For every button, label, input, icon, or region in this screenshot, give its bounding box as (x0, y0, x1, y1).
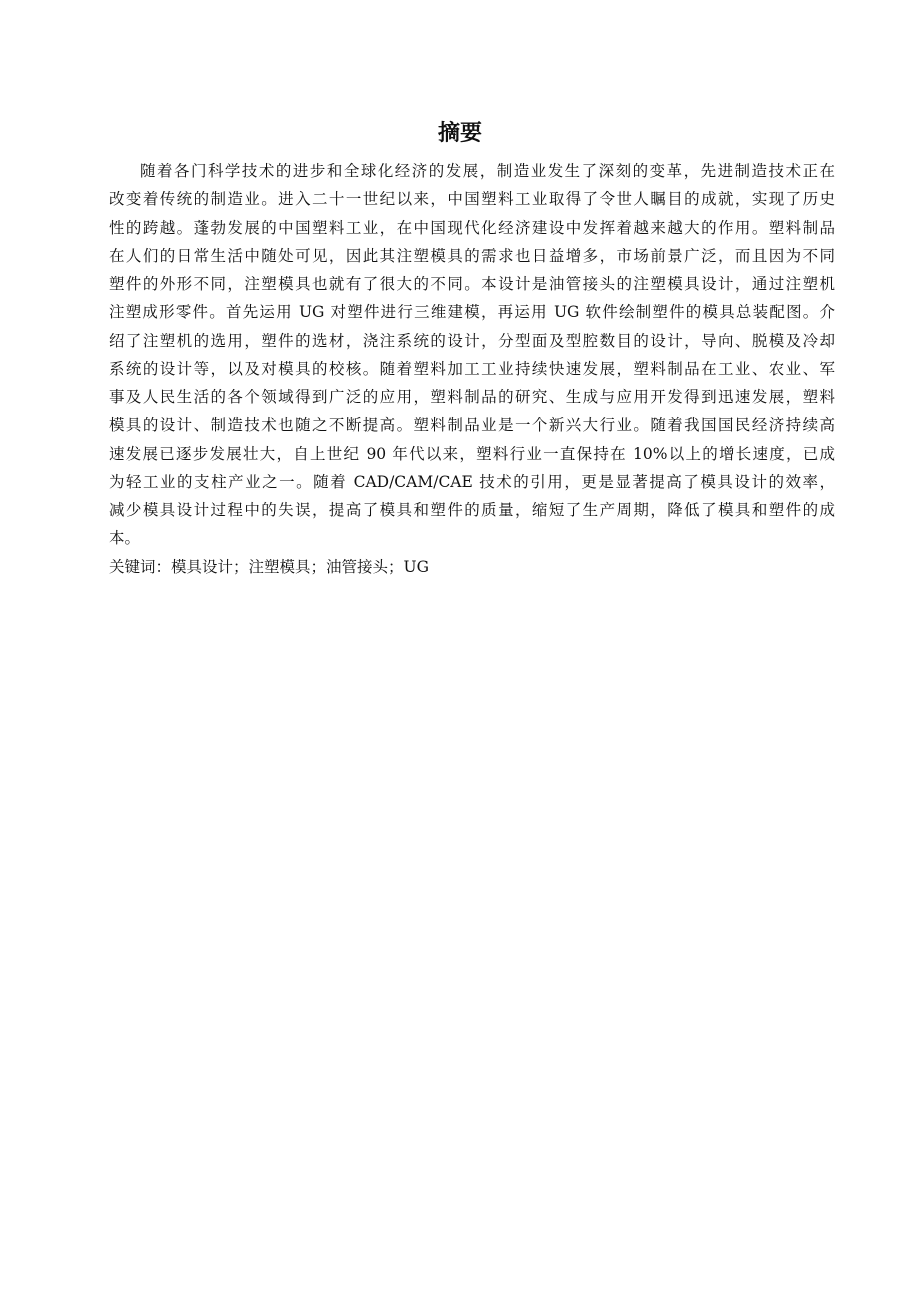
abstract-line: 绍了注塑机的选用，塑件的选材，浇注系统的设计，分型面及型腔数目的设计，导向、脱模及冷却 (109, 332, 835, 350)
abstract-line: 速发展已逐步发展壮大，自上世纪 90 年代以来，塑料行业一直保持在 10%以上的增长速度，已成 (109, 445, 835, 463)
abstract-line: 性的跨越。蓬勃发展的中国塑料工业，在中国现代化经济建设中发挥着越来越大的作用。塑料制品 (109, 219, 835, 237)
abstract-line: 在人们的日常生活中随处可见，因此其注塑模具的需求也日益增多，市场前景广泛，而且因为不同 (109, 247, 835, 265)
abstract-title: 摘要 (437, 121, 482, 146)
keywords-line: 关键词：模具设计；注塑模具；油管接头；UG (109, 558, 429, 576)
abstract-line: 减少模具设计过程中的失误，提高了模具和塑件的质量，缩短了生产周期，降低了模具和塑件的成 (109, 501, 835, 519)
abstract-line: 模具的设计、制造技术也随之不断提高。塑料制品业是一个新兴大行业。随着我国国民经济持续高 (109, 416, 835, 434)
abstract-line: 注塑成形零件。首先运用 UG 对塑件进行三维建模，再运用 UG 软件绘制塑件的模具总装配图。介 (109, 303, 835, 321)
abstract-line: 塑件的外形不同，注塑模具也就有了很大的不同。本设计是油管接头的注塑模具设计，通过注塑机 (109, 275, 835, 293)
abstract-line: 随着各门科学技术的进步和全球化经济的发展，制造业发生了深刻的变革，先进制造技术正在 (140, 162, 835, 180)
abstract-line: 系统的设计等，以及对模具的校核。随着塑料加工工业持续快速发展，塑料制品在工业、农业、军 (109, 360, 835, 378)
abstract-line: 改变着传统的制造业。进入二十一世纪以来，中国塑料工业取得了令世人瞩目的成就，实现了历史 (109, 190, 835, 208)
abstract-line: 本。 (109, 529, 141, 547)
abstract-line: 事及人民生活的各个领域得到广泛的应用，塑料制品的研究、生成与应用开发得到迅速发展，塑料 (109, 388, 835, 406)
abstract-line: 为轻工业的支柱产业之一。随着 CAD/CAM/CAE 技术的引用，更是显著提高了模具设计的效率， (109, 473, 835, 491)
